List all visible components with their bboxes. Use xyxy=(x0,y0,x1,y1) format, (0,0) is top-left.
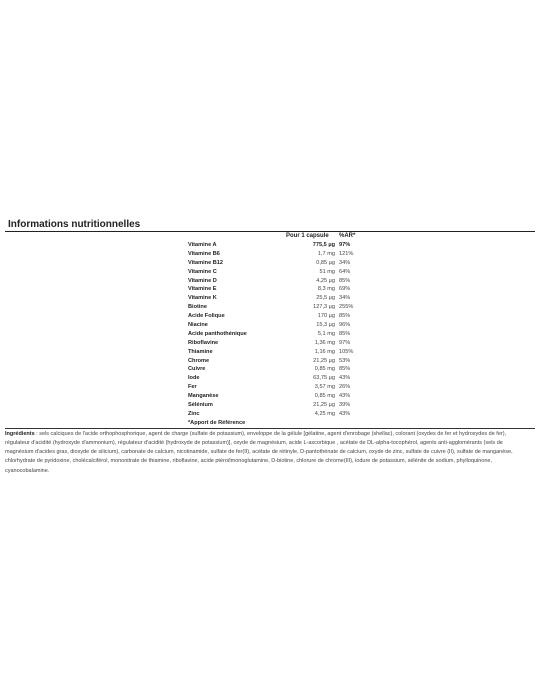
nutrient-ar: 34% xyxy=(339,259,351,266)
nutrient-name: Chrome xyxy=(188,357,210,364)
header-amount: Pour 1 capsule xyxy=(286,233,329,239)
nutrient-amount: 21,25 µg xyxy=(313,402,335,409)
nutrient-ar: 85% xyxy=(339,330,351,337)
nutrient-amount: 4,25 mg xyxy=(314,410,335,417)
nutrient-name: Fer xyxy=(188,384,197,391)
nutrient-ar: 96% xyxy=(339,322,351,329)
nutrient-name: Sélénium xyxy=(188,402,213,409)
nutrient-ar: 85% xyxy=(339,313,351,320)
table-row xyxy=(5,285,535,294)
nutrient-amount: 0,85 µg xyxy=(316,259,335,266)
table-row xyxy=(5,392,535,401)
nutrient-name: Vitamine C xyxy=(188,268,217,275)
nutrient-amount: 25,5 µg xyxy=(316,295,335,302)
nutrient-amount: 775,5 µg xyxy=(312,242,335,248)
nutrient-amount: 0,85 mg xyxy=(314,366,335,373)
nutrient-amount: 4,25 µg xyxy=(316,277,335,284)
table-row xyxy=(5,401,535,410)
nutrient-name: Riboflavine xyxy=(188,339,219,346)
nutrition-title: Informations nutritionnelles xyxy=(5,218,535,232)
table-row xyxy=(5,357,535,366)
nutrient-ar: 69% xyxy=(339,286,351,293)
table-row xyxy=(5,348,535,357)
nutrient-amount: 5,1 mg xyxy=(317,330,335,337)
table-row xyxy=(5,410,535,419)
nutrient-name: Zinc xyxy=(188,410,200,417)
nutrient-name: Acide Folique xyxy=(188,313,225,320)
table-row xyxy=(5,321,535,330)
table-row xyxy=(5,383,535,392)
table-row xyxy=(5,259,535,268)
nutrient-ar: 97% xyxy=(339,242,351,248)
nutrient-table xyxy=(5,241,535,419)
nutrient-name: Biotine xyxy=(188,304,207,311)
table-row xyxy=(5,241,535,250)
nutrient-ar: 85% xyxy=(339,277,351,284)
nutrient-name: Vitamine A xyxy=(188,242,217,248)
footnote: *Apport de Référence xyxy=(188,419,246,426)
table-header xyxy=(5,232,535,241)
nutrient-amount: 3,57 mg xyxy=(314,384,335,391)
nutrient-amount: 1,16 mg xyxy=(314,348,335,355)
table-row xyxy=(5,277,535,286)
table-row xyxy=(5,339,535,348)
nutrient-amount: 1,7 mg xyxy=(317,250,335,257)
table-row xyxy=(5,268,535,277)
table-row xyxy=(5,330,535,339)
nutrient-name: Vitamine D xyxy=(188,277,217,284)
nutrient-ar: 34% xyxy=(339,295,351,302)
table-row xyxy=(5,365,535,374)
nutrient-ar: 43% xyxy=(339,410,351,417)
nutrient-ar: 43% xyxy=(339,375,351,382)
nutrient-amount: 15,3 µg xyxy=(316,322,335,329)
table-row xyxy=(5,374,535,383)
nutrient-amount: 21,25 µg xyxy=(313,357,335,364)
nutrient-name: Acide panthothénique xyxy=(188,330,247,337)
nutrient-ar: 121% xyxy=(339,250,354,257)
nutrient-name: Vitamine E xyxy=(188,286,217,293)
table-row xyxy=(5,303,535,312)
table-row xyxy=(5,250,535,259)
nutrient-name: Niacine xyxy=(188,322,208,329)
nutrient-name: Manganèse xyxy=(188,393,219,400)
nutrient-ar: 39% xyxy=(339,402,351,409)
nutrient-ar: 105% xyxy=(339,348,354,355)
nutrient-amount: 170 µg xyxy=(317,313,335,320)
nutrient-amount: 63,75 µg xyxy=(313,375,335,382)
nutrient-amount: 1,36 mg xyxy=(314,339,335,346)
nutrient-amount: 8,3 mg xyxy=(317,286,335,293)
nutrition-panel xyxy=(5,218,535,476)
nutrient-ar: 255% xyxy=(339,304,354,311)
nutrient-ar: 97% xyxy=(339,339,351,346)
nutrient-ar: 85% xyxy=(339,366,351,373)
nutrient-name: Vitamine B12 xyxy=(188,259,224,266)
nutrient-name: Cuivre xyxy=(188,366,206,373)
nutrient-name: Thiamine xyxy=(188,348,213,355)
nutrient-name: Vitamine B6 xyxy=(188,250,220,257)
nutrient-amount: 51 mg xyxy=(319,268,335,275)
nutrient-name: Iode xyxy=(188,375,200,382)
ingredients-paragraph xyxy=(5,430,535,476)
nutrient-name: Vitamine K xyxy=(188,295,217,302)
table-row xyxy=(5,312,535,321)
header-ar: %AR* xyxy=(339,233,356,239)
table-row xyxy=(5,294,535,303)
divider xyxy=(5,428,535,429)
nutrient-ar: 43% xyxy=(339,393,351,400)
nutrient-amount: 127,3 µg xyxy=(313,304,335,311)
ingredients-label: Ingrédients xyxy=(5,430,35,437)
nutrient-ar: 64% xyxy=(339,268,351,275)
nutrient-ar: 53% xyxy=(339,357,351,364)
ingredients-text: : sels calciques de l'acide orthophosphorique, agent de charge (sulfate de potassium), enveloppe de la gélule [gélatine, agent d'enrobage (shellac), colorant (oxydes de fer et hydroxydes de fer), régulateur d'acidité (hydroxyde d'ammonium), régulateur d'acidité (hydroxyde de potassium)], oxyde de magnésium, acide L-ascorbique , acétate de DL-alpha-tocophérol, agents anti-agglomérants (sels de magnésium d'acides gras, dioxyde de silicium), carbonate de calcium, nicotinamide, sulfate de fer(II), acétate de rétinyle, D-pantothénate de calcium, oxyde de zinc, sulfate de cuivre (II), sulfate de manganèse, chlorhydrate de pyridoxine, cholécalciférol, mononitrate de thiamine, riboflavine, acide ptéroïlmonoglutamine, D-biotine, chlorure de chrome(III), iodure de potassium, sélénite de sodium, phylloquinone, cyanocobalamine. xyxy=(5,430,513,474)
footnote-row xyxy=(5,419,535,428)
nutrient-amount: 0,85 mg xyxy=(314,393,335,400)
nutrient-ar: 26% xyxy=(339,384,351,391)
